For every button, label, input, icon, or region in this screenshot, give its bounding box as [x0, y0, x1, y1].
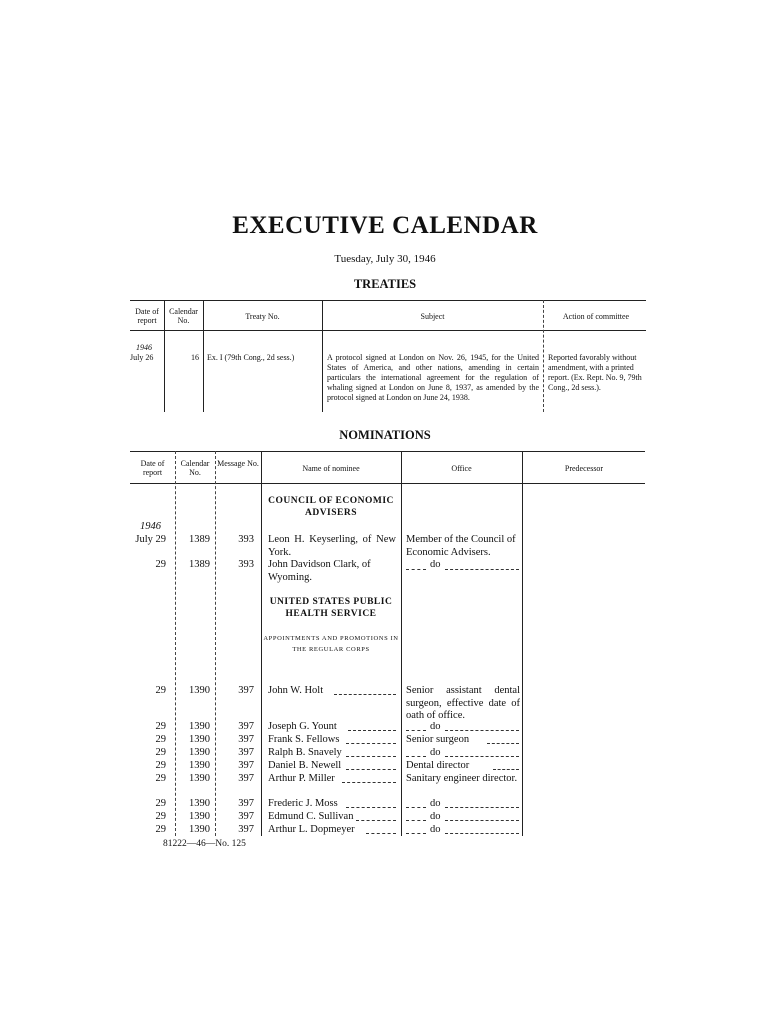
- nomination-date: 29: [155, 747, 166, 758]
- leader-dots: [487, 743, 519, 744]
- leader-dots: [342, 782, 396, 783]
- nominee-name: Daniel B. Newell: [268, 760, 342, 771]
- nominee-office: do: [430, 798, 441, 809]
- nomination-calendar: 1390: [189, 773, 210, 784]
- treaties-heading: TREATIES: [353, 277, 417, 291]
- nominations-header-date: Date of report: [140, 459, 165, 477]
- nominee-office: Dental director: [406, 760, 470, 771]
- treaty-row-number: Ex. I (79th Cong., 2d sess.): [207, 353, 295, 362]
- nomination-date: 29: [155, 721, 166, 732]
- nominee-office: Sanitary engineer director.: [406, 773, 518, 784]
- leader-dots: [406, 820, 426, 821]
- nominee-name: Leon H. Keyserling, of New York.: [268, 534, 396, 558]
- nominee-office: do: [430, 721, 441, 732]
- nomination-calendar: 1390: [189, 811, 210, 822]
- leader-dots: [445, 730, 519, 731]
- leader-dots: [346, 743, 396, 744]
- nomination-date: 29: [155, 685, 166, 696]
- leader-dots: [406, 730, 426, 731]
- nomination-calendar: 1389: [189, 534, 210, 545]
- nomination-message: 397: [238, 773, 254, 784]
- nominations-header-message: Message No.: [217, 459, 259, 468]
- leader-dots: [406, 807, 426, 808]
- nomination-date: 29: [155, 773, 166, 784]
- leader-dots: [366, 833, 396, 834]
- nomination-calendar: 1389: [189, 559, 210, 570]
- nomination-message: 397: [238, 760, 254, 771]
- nominations-header-calendar: Calendar No.: [180, 459, 210, 477]
- group-council-economic-advisers: COUNCIL OF ECONOMIC ADVISERS: [268, 496, 394, 518]
- nominee-name: Arthur L. Dopmeyer: [268, 824, 355, 835]
- nomination-message: 397: [238, 798, 254, 809]
- nomination-date: 29: [155, 734, 166, 745]
- nomination-date: 29: [155, 824, 166, 835]
- nomination-message: 393: [238, 559, 254, 570]
- nomination-message: 397: [238, 734, 254, 745]
- leader-dots: [346, 756, 396, 757]
- leader-dots: [493, 769, 519, 770]
- leader-dots: [346, 807, 396, 808]
- nominee-office: do: [430, 747, 441, 758]
- nominations-heading: NOMINATIONS: [339, 428, 431, 442]
- leader-dots: [445, 820, 519, 821]
- nominations-year: 1946: [140, 521, 161, 532]
- nomination-calendar: 1390: [189, 747, 210, 758]
- treaties-header-calendar: Calendar No.: [169, 307, 198, 325]
- leader-dots: [445, 807, 519, 808]
- nominations-header-predecessor: Predecessor: [564, 464, 604, 473]
- nomination-message: 397: [238, 685, 254, 696]
- nomination-date: 29: [155, 798, 166, 809]
- nominee-name: Frederic J. Moss: [268, 798, 338, 809]
- nomination-message: 397: [238, 811, 254, 822]
- nomination-message: 397: [238, 824, 254, 835]
- leader-dots: [445, 833, 519, 834]
- nominee-name: Edmund C. Sullivan: [268, 811, 354, 822]
- treaties-year: 1946: [136, 343, 152, 352]
- nominee-name: John W. Holt: [268, 685, 324, 696]
- page-title: EXECUTIVE CALENDAR: [232, 212, 538, 239]
- leader-dots: [445, 756, 519, 757]
- nomination-calendar: 1390: [189, 798, 210, 809]
- treaty-row-date: July 26: [130, 353, 154, 362]
- nomination-calendar: 1390: [189, 721, 210, 732]
- nomination-calendar: 1390: [189, 760, 210, 771]
- leader-dots: [348, 730, 396, 731]
- nominee-name: Frank S. Fellows: [268, 734, 340, 745]
- nomination-date: 29: [155, 760, 166, 771]
- nominee-name: John Davidson Clark, of Wyoming.: [268, 559, 371, 583]
- leader-dots: [406, 756, 426, 757]
- leader-dots: [406, 833, 426, 834]
- treaties-header-subject: Subject: [420, 312, 445, 321]
- leader-dots: [356, 820, 396, 821]
- nominee-name: Arthur P. Miller: [268, 773, 335, 784]
- leader-dots: [346, 769, 396, 770]
- nomination-message: 397: [238, 747, 254, 758]
- calendar-date: Tuesday, July 30, 1946: [334, 253, 436, 265]
- nomination-calendar: 1390: [189, 734, 210, 745]
- nomination-date: 29: [155, 559, 166, 570]
- nominee-office: Member of the Council of Economic Advisers.: [406, 534, 516, 558]
- nominee-office: Senior surgeon: [406, 734, 470, 745]
- nominations-header-office: Office: [451, 464, 472, 473]
- nominee-office: do: [430, 559, 441, 570]
- treaties-header-treaty: Treaty No.: [245, 312, 280, 321]
- footer-print-code: 81222—46—No. 125: [163, 839, 246, 849]
- nominations-header-name: Name of nominee: [302, 464, 360, 473]
- treaties-header-action: Action of committee: [562, 312, 630, 321]
- nominee-office: Senior assistant dental surgeon, effective date of oath of office.: [406, 685, 520, 721]
- nomination-calendar: 1390: [189, 685, 210, 696]
- nomination-date: 29: [155, 811, 166, 822]
- nominee-name: Joseph G. Yount: [268, 721, 337, 732]
- nominee-name: Ralph B. Snavely: [268, 747, 342, 758]
- nominee-office: do: [430, 811, 441, 822]
- treaties-header-date: Date of report: [135, 307, 159, 325]
- nomination-calendar: 1390: [189, 824, 210, 835]
- nomination-date: July 29: [135, 534, 166, 545]
- treaty-row-subject: A protocol signed at London on Nov. 26, 1945, for the United States of America, and other nations, amending in certain particulars the international agreement for the regulation of whaling signed at London on June 8, 1937, as amended by the protocol signed at London on June 24, 1938.: [327, 353, 539, 402]
- treaty-row-action: Reported favorably without amendment, with a printed report. (Ex. Rept. No. 9, 79th Cong., 2d sess.).: [548, 353, 642, 392]
- subgroup-regular-corps: APPOINTMENTS AND PROMOTIONS IN THE REGULAR CORPS: [263, 635, 399, 653]
- group-public-health-service: UNITED STATES PUBLIC HEALTH SERVICE: [269, 597, 393, 619]
- nomination-message: 393: [238, 534, 254, 545]
- treaty-row-calendar: 16: [191, 353, 199, 362]
- nomination-message: 397: [238, 721, 254, 732]
- nominee-office: do: [430, 824, 441, 835]
